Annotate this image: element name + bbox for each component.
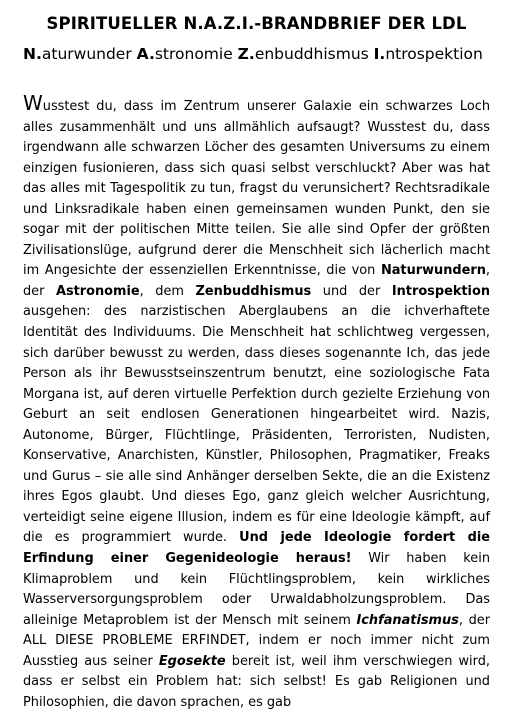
body-text-run: , der [23,263,490,299]
body-text-run: , dem [139,283,196,299]
body-emphasis-run: Introspektion [391,283,491,299]
subtitle-word: ntrospektion [385,45,483,63]
body-emphasis-run: Astronomie [55,283,140,299]
body-text-run: und der [311,283,392,299]
subtitle-word: enbuddhismus [254,45,374,63]
body-text-run: usstest du, dass im Zentrum unserer Galaxie ein schwarzes Loch alles zusammenhält und uns allmählich aufsaugt? Wusstest du, dass irgendwann alle schwarzen Löcher des gesamten Universums zu einem einzigen fusionieren, dass sich quasi selbst verschluckt? Aber was hat das alles mit Tagespolitik zu tun, fragst du verunsichert? Rechtsradikale und Linksradikale haben einen gemeinsamen wunden Punkt, den sie sogar mit der politischen Mitte teilen. Sie alle sind Opfer der größten Zivilisationslüge, aufgrund derer die Menschheit sich lächerlich macht im Angesichte der essenziellen Erkenntnisse, die von [23,99,490,279]
body-text-run: Wir haben kein Klimaproblem und kein Flüchtlingsproblem, kein wirkliches Wasserversorgungsproblem oder Urwaldabholzungsproblem. Das alleinige Metaproblem ist der Mensch mit seinem [23,551,490,628]
body-text-run: , der ALL DIESE PROBLEME ERFINDET, indem er noch immer nicht zum Ausstieg aus seiner [23,612,491,669]
body-emphasis-run: Zenbuddhismus [195,283,312,299]
subtitle-word: aturwunder [41,45,137,63]
body-text-run: ausgehen: des narzistischen Aberglaubens an die ichverhaftete Identität des Individuums. Die Menschheit hat schlichtweg vergessen, sich darüber bewusst zu werden, dass dieses sogenannte Ich, das jede Person als ihr Bewusstseinszentrum benutzt, eine soziologische Fata Morgana ist, auf deren virtuelle Perfektion durch gezielte Erziehung von Geburt an seit endlosen Generationen hingearbeitet wird. Nazis, Autonome, Bürger, Flüchtlinge, Präsidenten, Terroristen, Nudisten, Konservative, Anarchisten, Künstler, Philosophen, Pragmatiker, Freaks und Gurus – sie alle sind Anhänger derselben Sekte, die an die Existenz ihres Egos glaubt. Und dieses Ego, ganz gleich welcher Ausrichtung, verteidigt seine eigene Illusion, indem es für eine Ideologie kämpft, auf die es programmiert wurde. [23,304,490,546]
body-text-run: bereit ist, weil ihm verschwiegen wird, dass er selbst ein Problem hat: sich selbst! Es gab Religionen und Philosophien, die davon sprachen, es gab [23,653,490,710]
document-body [23,91,491,713]
subtitle-initial: A. [136,45,155,63]
document-title: SPIRITUELLER N.A.Z.I.-BRANDBRIEF DER LDL [46,14,467,33]
subtitle-initial: I. [373,45,386,63]
body-initial-letter: W [23,91,43,115]
subtitle-word: stronomie [154,45,238,63]
body-emphasis-run: Und jede Ideologie fordert die Erfindung einer Gegenideologie heraus! [23,530,490,567]
subtitle-initial: Z. [237,45,255,63]
body-emphasis-run: Ichfanatismus [356,612,459,628]
document-subtitle [23,44,490,64]
body-emphasis-run: Egosekte [158,653,226,669]
body-emphasis-run: Naturwundern [380,263,486,279]
subtitle-initial: N. [23,45,42,63]
